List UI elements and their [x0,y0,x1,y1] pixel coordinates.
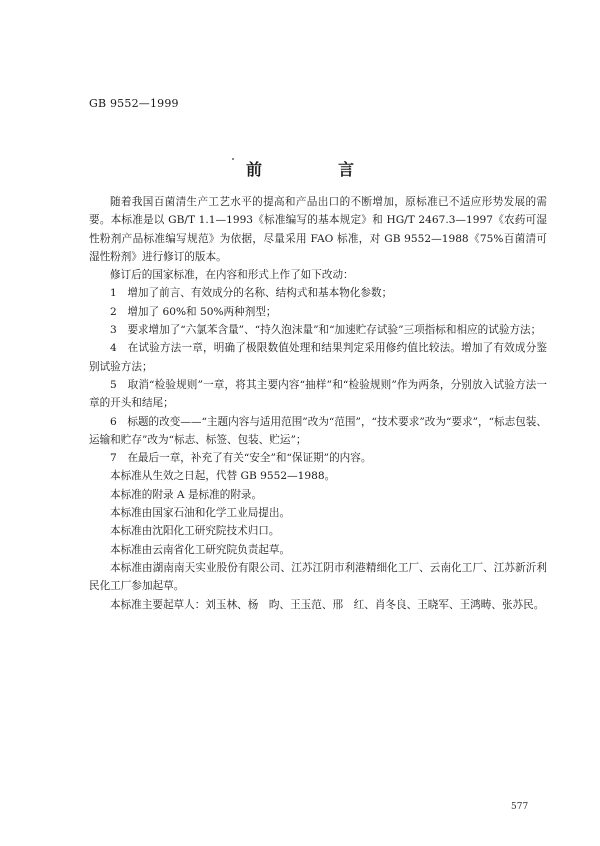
list-item-4: 4 在试验方法一章，明确了极限数值处理和结果判定采用修约值比较法。增加了有效成分鉴别试验方法； [89,342,547,373]
paragraph-appendix: 本标准的附录 A 是标准的附录。 [110,488,263,501]
paragraph-intro: 随着我国百菌清生产工艺水平的提高和产品出口的不断增加，原标准已不适应形势发展的需要。本标准是以 GB/T 1.1—1993《标准编写的基本规定》和 HG/T 2467.3—1997《农药可湿性粉剂产品标准编写规范》为依据，尽量采用 FAO 标准，对 GB 9552—1988《75%百菌清可湿性粉剂》进行修订的版本。 [89,196,547,263]
paragraph-revision-summary: 修订后的国家标准，在内容和形式上作了如下改动： [110,269,354,282]
list-item-5: 5 取消“检验规则”一章，将其主要内容“抽样”和“检验规则”作为两条，分别放入试验方法一章的开头和结尾； [89,378,547,410]
list-item-2: 2 增加了 60%和 50%两种剂型； [110,305,277,318]
standard-code: GB 9552—1999 [89,97,179,110]
paragraph-technical-centre: 本标准由沈阳化工研究院技术归口。 [110,525,280,538]
paragraph-drafted-by: 本标准由云南省化工研究院负责起草。 [110,543,291,556]
page-title: 前 言 [245,160,384,179]
list-item-1: 1 增加了前言、有效成分的名称、结构式和基本物化参数； [110,287,393,300]
list-item-6: 6 标题的改变——“主题内容与适用范围”改为“范围”，“技术要求”改为“要求”，“标志包装、运输和贮存”改为“标志、标签、包装、贮运”； [89,415,547,446]
paragraph-main-drafters: 本标准主要起草人：刘玉林、杨 昀、王玉范、邢 红、肖冬良、王晓军、王鸿畴、张苏民。 [110,598,545,611]
document-body [89,193,547,614]
paragraph-participants: 本标准由湖南南天实业股份有限公司、江苏江阴市利港精细化工厂、云南化工厂、江苏新沂利民化工厂参加起草。 [89,561,547,593]
page-number: 577 [511,802,529,812]
paragraph-replaces: 本标准从生效之日起，代替 GB 9552—1988。 [110,470,336,483]
list-item-7: 7 在最后一章，补充了有关“安全”和“保证期”的内容。 [110,452,372,465]
list-item-3: 3 要求增加了“六氯苯含量”、“持久泡沫量”和“加速贮存试验”三项指标和相应的试验方法； [110,324,542,337]
paragraph-proposed-by: 本标准由国家石油和化学工业局提出。 [110,507,291,520]
